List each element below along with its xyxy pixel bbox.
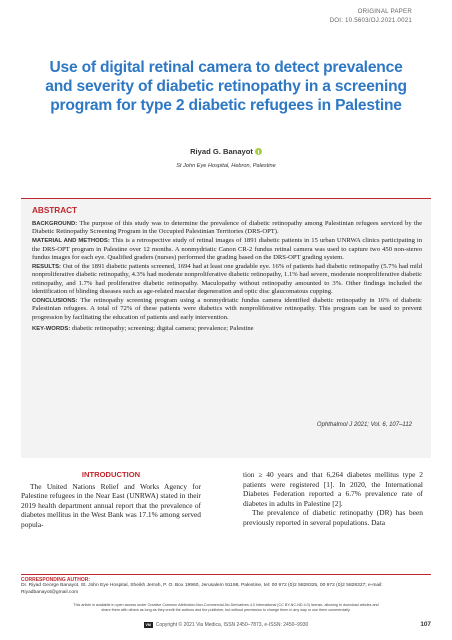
article-type: ORIGINAL PAPER [357, 8, 412, 15]
conclusions-text: The retinopathy screening program using a nonmydriatic fundus camera identified diabetic retinopathy in 16% of diabetic Palestinian refugees. A total of 72% of these patients were diabetics with nonproliferative retinopathy. This program can be used to prevent progression by facilitating the education of patients and early intervention. [32, 296, 422, 321]
abstract-text [32, 220, 422, 334]
abstract-background [32, 220, 422, 237]
abstract-results [32, 263, 422, 297]
results-text: Out of the 1891 diabetic patients screened, 1694 had at least one gradable eye. 16% of patients had diabetic retinopathy (5.7% had mild nonproliferative diabetic retinopathy, 4.3% had moderate nonproliferative diabetic retinopathy, 1.1% had severe, moderate nonproliferative diabetic retinopathy, and 1.7% had proliferative diabetic retinopathy. Maculopathy without retinopathy amounted to 3%. Other findings included the identification of blinding diseases such as age-related macular degeneration and optic disc glaucomatous cupping. [32, 262, 422, 296]
results-label: RESULTS: [32, 263, 62, 270]
corresponding-text: Dr. Riyad George Banayot, St. John Eye Hospital, Sheikh Jerrah, P. O. Box 19960, Jerusalem 91198, Palestine, tel: 00 972 (0)2 5828325, 00 972 (0)2 5828327; e-mail: Riyadbanayot@gmail.com [21, 583, 383, 595]
copyright-text: Copyright © 2021 Via Medica, ISSN 2450–7873, e-ISSN: 2450–9930 [155, 622, 309, 628]
column-left [21, 470, 201, 530]
corresponding-author [21, 574, 431, 596]
author-line [0, 147, 452, 156]
article-header [330, 7, 412, 25]
affiliation: St John Eye Hospital, Hebron, Palestine [176, 163, 276, 169]
abstract-conclusions [32, 297, 422, 322]
corresponding-label: CORRESPONDING AUTHOR: [21, 577, 90, 583]
methods-label: MATERIAL AND METHODS: [32, 238, 110, 245]
journal-citation: Ophthalmol J 2021; Vol. 6, 107–112 [316, 422, 412, 428]
conclusions-label: CONCLUSIONS: [32, 297, 78, 304]
doi: DOI: 10.5603/OJ.2021.0021 [329, 17, 412, 24]
abstract-heading: ABSTRACT [32, 206, 78, 215]
introduction-heading: INTRODUCTION [81, 470, 141, 479]
author-name: Riyad G. Banayot [190, 147, 253, 156]
keywords-text: diabetic retinopathy; screening; digital camera; prevalence; Palestine [71, 325, 254, 333]
background-label: BACKGROUND: [32, 221, 78, 227]
background-text: The purpose of this study was to determine the prevalence of diabetic retinopathy among Palestinian refugees serviced by the Diabetic Retinopathy Screening Program in the Occupied Palestinian Territories (DRS-OPT). [32, 220, 422, 236]
intro-paragraph-2: The prevalence of diabetic retinopathy (DR) has been previously reported in several populations. Data [243, 508, 423, 527]
orcid-icon[interactable] [255, 148, 262, 155]
intro-paragraph-1: The United Nations Relief and Works Agency for Palestine refugees in the Near East (UNRWA) stated in their 2019 health department annual report that the prevalence of diabetes mellitus in the West Bank was 17.1% among served popula- [21, 481, 201, 529]
page-number: 107 [420, 621, 431, 628]
keywords-label: KEY-WORDS: [32, 326, 71, 333]
column-right [243, 470, 423, 528]
article-title: Use of digital retinal camera to detect prevalence and severity of diabetic retinopathy in a screening program for type 2 diabetic refugees in Palestine [45, 59, 407, 115]
methods-text: This is a retrospective study of retinal images of 1891 diabetic patients in 15 urban UNRWA clinics participating in the DRS-OPT program in Palestine over 12 months. A nonmydriatic Canon CR-2 fundus retinal camera was used to capture two 450 non-stereo fundus images for each eye. Qualified graders (nurses) performed the grading based on the DRS-OPT grading system. [32, 237, 423, 262]
intro-paragraph-1-cont: tion ≥ 40 years and that 6,264 diabetes mellitus type 2 patients were registered [1]. In 2020, the International Diabetes Federation reported a 6.7% prevalence rate of diabetes in adults in Palestine [2]. [243, 470, 423, 508]
abstract-keywords [32, 325, 422, 333]
license-note: This article is available in open access under Creative Common Attribution-Non-Commercial-No Derivatives 4.0 International (CC BY-NC-ND 4.0) license, allowing to download articles and share them with others as long as they credit the authors and the publisher, but without permission to change them in any way or use them commercially. [73, 603, 379, 612]
publisher-logo: VM [145, 623, 151, 627]
abstract-methods [32, 237, 422, 262]
abstract-box [21, 198, 431, 458]
footer [0, 622, 452, 628]
